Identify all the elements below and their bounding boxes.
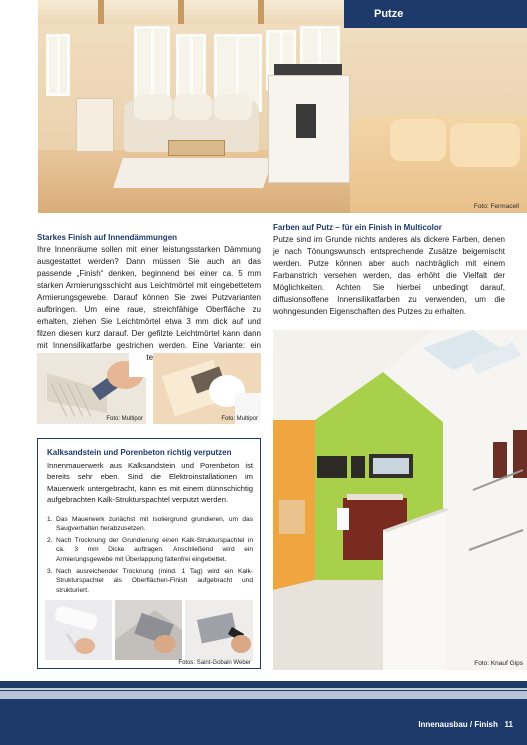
left-article: [37, 232, 261, 364]
room-illustration: [273, 330, 527, 670]
step-number: 1.: [47, 516, 53, 523]
spatula-illustration: [185, 600, 253, 660]
photo-b-credit: Foto: Multipor: [221, 416, 258, 422]
info-box-credit: Fotos: Saint-Gobain Weber: [178, 660, 251, 666]
left-article-body: Ihre Innenräume sollen mit einer leistungsstarken Dämmung ausgestattet werden? Dann müssen Sie auch an das passende „Finish“ denken, beginnend bei einer ca. 5 mm starken Armierungsschicht aus Leichtmörtel mit eingebettetem Armierungsgewebe. Darauf können Sie zwei Putzvarianten aufbringen. Um eine raue, streichfähige Oberfläche zu erhalten, ziehen Sie Leichtmörtel etwa 3 mm dick auf und filzen diesen kurz darauf. Der gefilzte Leichtmörtel kann dann mit Innensilikatfarbe gestrichen werden. Eine Variante: ein: [37, 245, 261, 350]
section-tab-label: Putze: [374, 8, 404, 20]
box-photo-trowel: [115, 600, 182, 660]
footer-accent-band: [0, 691, 527, 699]
list-item: [47, 515, 253, 534]
step-text: Das Mauerwerk zunächst mit Isoliergrund grundieren, um das Saugverhalten herabzusetzen.: [56, 516, 253, 533]
hero-photo: [38, 0, 527, 213]
step-text: Nach ausreichender Trocknung (mind. 1 Tag) wird ein Kalk-Strukturspachtel als Oberflächen-Finish aufgebracht und strukturiert.: [56, 568, 253, 594]
box-photo-spatula: [185, 600, 253, 660]
room-photo: [273, 330, 527, 670]
info-box: [37, 438, 261, 669]
room-photo-credit: Foto: Knauf Gips: [474, 660, 523, 667]
footer-divider: [0, 688, 527, 690]
right-article-body: Putze sind im Grunde nichts anderes als dickere Farben, denen je nach Tönungswunsch entsprechende Zusätze beigemischt werden. Putze können aber auch nachträglich mit einem Farbanstrich versehen werden, das erhöht die Vielfalt der Möglichkeiten. Achten Sie hierbei unbedingt darauf, diffusionsoffene Innensilikatfarben zu verwenden, um die wohngesunden Eigenschaften des Putzes zu erhalten.: [273, 235, 505, 316]
right-article: [273, 222, 505, 318]
footer-page-label: Innenausbau / Finish 11: [418, 720, 513, 729]
paint-roller-illustration: [45, 600, 112, 660]
info-box-heading: Kalksandstein und Porenbeton richtig verputzen: [47, 448, 232, 457]
plastering-illustration-b: [153, 353, 261, 424]
photo-a-credit: Foto: Multipor: [106, 416, 143, 422]
plastering-photo-b: [153, 353, 261, 424]
list-item: [47, 536, 253, 564]
right-article-heading: Farben auf Putz – für ein Finish in Multicolor: [273, 223, 442, 232]
info-box-intro: Innenmauerwerk aus Kalksandstein und Porenbeton ist bereits sehr eben. Sind die Elektroinstallationen im Mauerwerk untergebracht, kann es mit einem dünnschichtig aufgebrachten Kalk-Strukturspachtel verputzt werden.: [47, 461, 253, 504]
section-tab: [344, 0, 527, 28]
step-number: 2.: [47, 537, 53, 544]
step-number: 3.: [47, 568, 53, 575]
list-item: [47, 567, 253, 595]
box-photo-roller: [45, 600, 112, 660]
hero-photo-credit: Foto: Fermacell: [473, 203, 519, 210]
plastering-illustration-a: [37, 353, 146, 424]
trowel-illustration: [115, 600, 182, 660]
left-article-heading: Starkes Finish auf Innendämmungen: [37, 233, 178, 242]
plastering-photo-a: [37, 353, 146, 424]
step-text: Nach Trocknung der Grundierung einen Kalk-Strukturspachtel in ca. 3 mm Dicke auftragen. Anschließend wird ein Armierungsgewebe mit Überlappung faltenfrei eingebettet.: [56, 537, 253, 563]
